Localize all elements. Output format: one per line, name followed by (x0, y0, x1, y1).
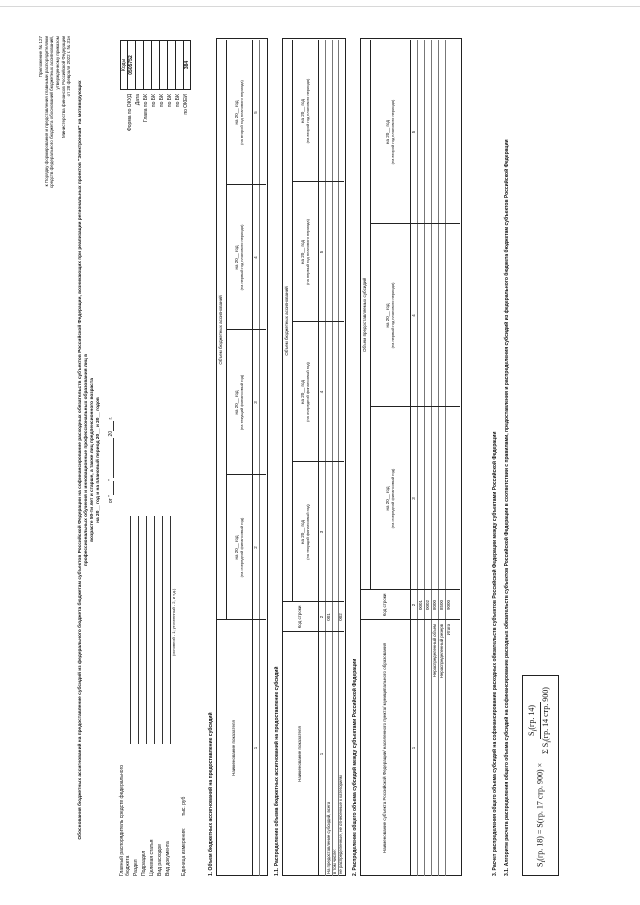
s11-row-code: 002 (338, 613, 344, 621)
codes-row: по БК (175, 40, 183, 190)
title-line-2: возрасте 50-ти лет и старше, а также лиц предпенсионного возраста (89, 378, 95, 542)
s2-row-code: 8000 (431, 600, 437, 611)
s2-row-name: Итого (446, 624, 451, 636)
meta-field-doc: Вид документа (163, 516, 171, 876)
s11-year-col: на 20__ год (на первый год планового периода) (299, 219, 311, 285)
appendix-number: Приложение № 127 (38, 36, 43, 78)
s2-row-name: Нераспределенный резерв (439, 624, 444, 679)
s11-year-col: на 20__ год (на очередной финансовый год) (299, 362, 311, 422)
codes-table (120, 40, 191, 190)
s11-row-name: На предоставление субсидий, всего (326, 801, 331, 874)
date-line: от "" 20 г. (108, 416, 114, 504)
doc-type-note: (основной - 1; уточненный - 2, и т.д.) (171, 588, 176, 656)
codes-header-row: Коды (120, 40, 127, 190)
s2-row-code: 9000 (445, 600, 451, 611)
title-line-3: на 20__ год и на плановый период 20__ и 20__ годов (95, 397, 101, 523)
s1-col-num: 3 (252, 401, 258, 404)
s2-col-code: Код строки (382, 593, 388, 617)
s2-row-name: Нераспределенный объем (432, 624, 437, 678)
s1-year-col: на 20__ год (на очередной финансовый год) (233, 517, 245, 578)
meta-unit: Единица измерения: тыс. руб (180, 796, 187, 876)
s2-col-num: 5 (410, 130, 416, 134)
s1-col-num: 1 (252, 746, 258, 750)
codes-row: по БК (167, 40, 175, 190)
s11-row-code: 001 (325, 613, 331, 621)
meta-field-vr: Вид расходов (155, 516, 163, 876)
s1-year-col: на 20__ год (на второй год планового периода) (233, 80, 245, 145)
appendix-line: от 28 февраля 2022 г. № 31н (66, 36, 72, 97)
section-1-1-title: 1.1. Распределение объема бюджетных ассигнований на предоставление субсидий (274, 666, 280, 876)
codes-row: по БК (151, 40, 159, 190)
s2-group-header: Объем предоставляемых субсидий (362, 278, 368, 352)
s2-col-name: Наименование субъекта Российской Федерации/ населенного пункта/ муниципального образования (382, 642, 388, 854)
s1-year-col: на 20__ год (на первый год планового периода) (233, 224, 245, 291)
s11-group-header: Объем бюджетных ассигнований (284, 286, 290, 356)
s2-year-col: на 20__ год (на первый год планового периода) (384, 282, 396, 349)
s11-col-num: 4 (318, 390, 324, 394)
s11-col-num: 3 (318, 530, 324, 534)
meta-fields (118, 516, 187, 876)
s2-year-col: на 20__ год (на очередной финансовый год) (384, 468, 396, 529)
section-2-title: 2. Распределение общего объема субсидий между субъектами Российской Федерации (352, 658, 358, 876)
meta-field-razdel: Раздел (131, 516, 139, 876)
codes-row: Дата (135, 40, 143, 190)
s11-col-num: 2 (318, 615, 324, 619)
s11-col-num: 5 (318, 250, 324, 254)
s11-year-col: на 20__ год (на второй год планового периода) (299, 78, 311, 144)
s2-col-num: 1 (410, 746, 416, 750)
s11-row-name: в том числе: (332, 849, 337, 874)
section-1-title: 1. Объем бюджетных ассигнований на предоставление субсидий (208, 712, 214, 876)
appendix-line: Министерства финансов Российской Федерации (60, 36, 66, 138)
s2-year-col: на 20__ год (на второй год планового периода) (384, 99, 396, 165)
s1-year-col: на 20__ год (на текущий финансовый год) (233, 374, 245, 431)
s11-col-name: Наименование показателя (297, 726, 303, 782)
meta-field-podrazdel: Подраздел (139, 516, 147, 876)
s11-year-col: на 20__ год (на текущий финансовый год) (299, 504, 311, 560)
s11-row-name: не распределенные, не отнесенные к категориям (338, 775, 343, 874)
meta-field-gr: Главный распорядитель средств федерального бюджета (123, 516, 131, 876)
formula-fraction: $S_i(гр$. 14) Σ $S_i(гр$. 14 стр. 900) (527, 687, 553, 754)
s2-row-code: 0002 (424, 600, 430, 611)
title-line-1: Обоснования бюджетных ассигнований на предоставление субсидий из федерального бюджета бюджетам субъектов Российской Федерации на софинансирование расходных обязательств субъектов Российской Федерации, возникающих при реализации региональных проектов "Электронная" на мотивирующих профессиональных обучения и инновационные профессиональных образования лиц в (78, 80, 89, 840)
appendix-line: к Порядку формирования и представления главными распорядителями (43, 36, 49, 187)
s11-col-num: 1 (318, 752, 324, 756)
s1-col-num: 5 (252, 111, 258, 114)
section-3-title: 3. Расчет распределения общего объема субсидий на софинансирование расходных обязательств субъектов Российской Федерации между субъектами Российской Федерации (492, 431, 498, 876)
s2-row-code: 0001 (417, 600, 423, 611)
appendix-line: утвержденному приказом (54, 36, 60, 90)
rotated-form-sheet (30, 30, 610, 890)
s1-col-num: 2 (252, 546, 258, 549)
s11-col-code: Код строки (297, 605, 303, 629)
distribution-formula: $S_i(гр$. 18) = S(гр. 17 стр. 900) × $S_i(гр$. 14) Σ $S_i(гр$. 14 стр. 900) (522, 675, 559, 876)
appendix-line: средств федерального бюджета обоснований бюджетных ассигнований, (49, 36, 55, 189)
codes-row: по БК (159, 40, 167, 190)
section-3-1-title: 3.1. Алгоритм расчета распределения общего объема субсидий на софинансирование расходных обязательств субъектов Российской Федерации в соответствии с правилами, предоставления и распределения субсидий из федерального бюджета бюджетам субъектов Российской Федерации (504, 139, 510, 876)
codes-row: Глава по БК (143, 40, 151, 190)
s2-col-num: 3 (410, 497, 416, 500)
s2-col-num: 4 (410, 314, 416, 317)
codes-row: Форма по ОКУД 0505752 (127, 40, 135, 190)
s1-group-header: Объем бюджетных ассигнований (218, 295, 224, 365)
meta-field-cs: Целевая статья (147, 516, 155, 876)
appendix-block (38, 36, 72, 286)
s1-col-num: 4 (252, 256, 258, 259)
s2-row-code: 8500 (438, 600, 444, 611)
document-title (78, 60, 102, 860)
page-top-edge (0, 6, 640, 7)
s1-col-name: Наименование показателя (231, 720, 237, 776)
s2-col-num: 2 (410, 603, 416, 607)
codes-row: по ОКЕИ 384 (183, 40, 191, 190)
